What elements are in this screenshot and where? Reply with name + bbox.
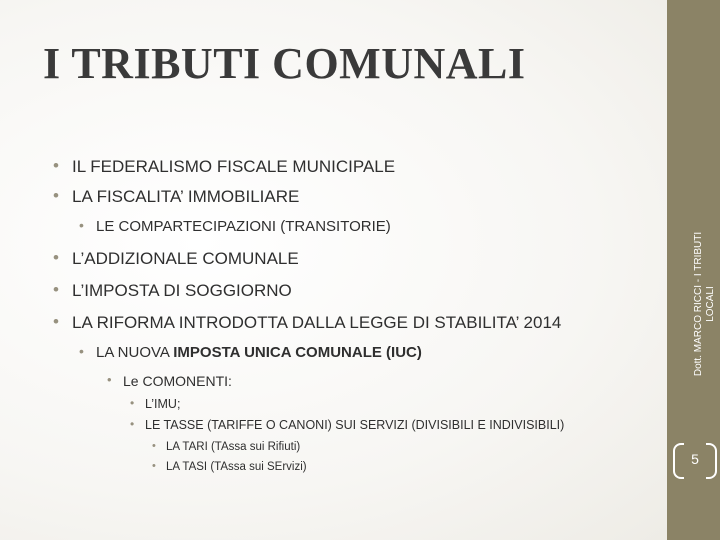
bullet-dot-icon: • <box>53 280 59 299</box>
bullet-text: LA RIFORMA INTRODOTTA DALLA LEGGE DI STABILITA’ 2014 <box>72 313 562 332</box>
bullet-text: LE COMPARTECIPAZIONI (TRANSITORIE) <box>96 218 391 235</box>
bullet-text: LA TARI (TAssa sui Rifiuti) <box>166 441 301 453</box>
bullet-dot-icon: • <box>53 248 59 267</box>
bullet-text: L’IMU; <box>145 397 181 411</box>
bullet-tari <box>152 440 301 453</box>
bullet-dot-icon: • <box>152 440 156 452</box>
bullet-dot-icon: • <box>53 156 59 175</box>
bullet-compartecipazioni <box>79 217 391 235</box>
bullet-dot-icon: • <box>130 417 135 431</box>
bullet-fiscalita <box>53 186 300 207</box>
bullet-federalismo <box>53 156 396 177</box>
slide-title: I TRIBUTI COMUNALI <box>43 39 526 88</box>
bullet-iuc <box>79 343 422 361</box>
bullet-tasse <box>130 417 565 432</box>
bullet-componenti <box>107 372 232 389</box>
bullet-addizionale <box>53 248 299 269</box>
bullet-imu <box>130 396 181 411</box>
bullet-dot-icon: • <box>79 217 84 233</box>
bullet-text: LE TASSE (TARIFFE O CANONI) SUI SERVIZI (DIVISIBILI E INDIVISIBILI) <box>145 418 565 432</box>
page-number-box <box>671 443 719 477</box>
bullet-tasi <box>152 460 307 473</box>
sidebar-author-text: Dott. MARCO RICCI - I TRIBUTI LOCALI <box>693 231 716 377</box>
bullet-dot-icon: • <box>53 312 59 331</box>
bullet-text: LA TASI (TAssa sui SErvizi) <box>166 461 307 473</box>
page-number: 5 <box>691 451 699 467</box>
bullet-text: LA FISCALITA’ IMMOBILIARE <box>72 187 300 206</box>
bullet-text: L’IMPOSTA DI SOGGIORNO <box>72 281 292 300</box>
bullet-text-prefix: LA NUOVA <box>96 344 174 361</box>
bullet-text: Le COMONENTI: <box>123 373 232 389</box>
bullet-dot-icon: • <box>107 372 112 387</box>
bullet-text: L’ADDIZIONALE COMUNALE <box>72 249 299 268</box>
bullet-dot-icon: • <box>79 343 84 359</box>
bullet-riforma <box>53 312 562 333</box>
bullet-text-strong: IMPOSTA UNICA COMUNALE (IUC) <box>173 344 422 361</box>
bullet-soggiorno <box>53 280 292 301</box>
bullet-text: IL FEDERALISMO FISCALE MUNICIPALE <box>72 157 396 176</box>
bullet-dot-icon: • <box>130 396 135 410</box>
bullet-dot-icon: • <box>152 460 156 472</box>
bullet-dot-icon: • <box>53 186 59 205</box>
